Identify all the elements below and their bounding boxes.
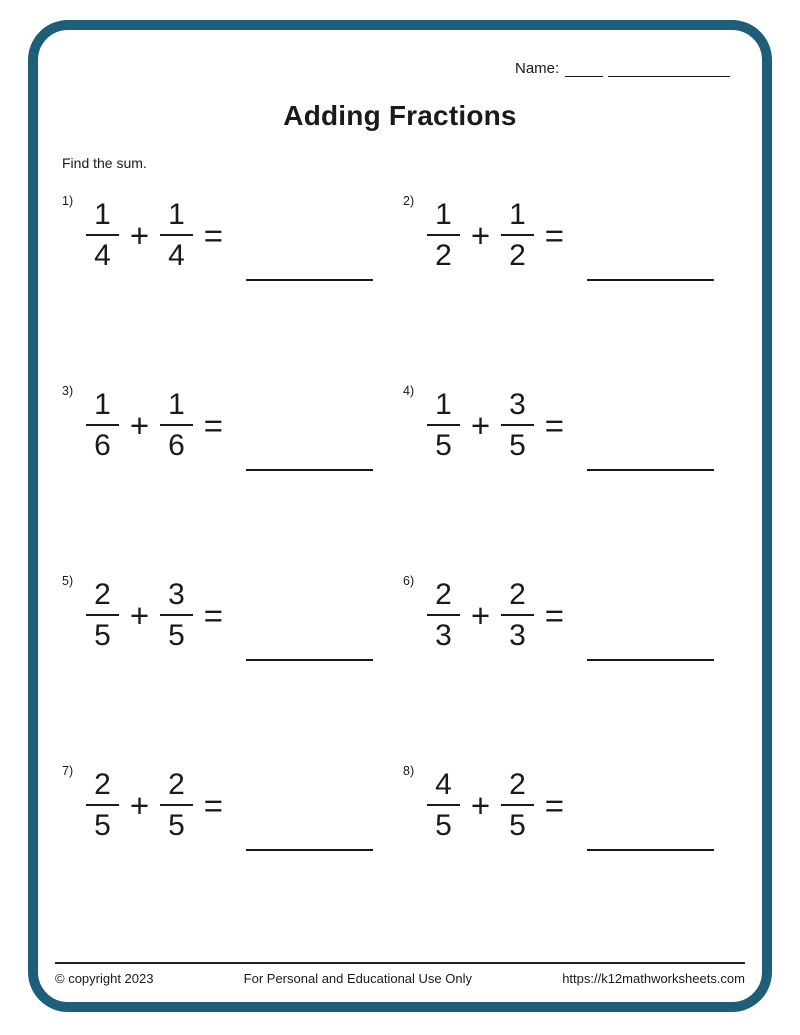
answer-blank[interactable]: [587, 279, 714, 281]
expression: [427, 768, 714, 842]
fraction-denominator: 4: [168, 239, 185, 272]
usage-text: For Personal and Educational Use Only: [243, 971, 473, 986]
problem-number: 3): [62, 384, 74, 398]
fraction-numerator: 1: [86, 198, 119, 236]
plus-operator: +: [470, 786, 491, 824]
answer-blank[interactable]: [246, 659, 373, 661]
equals-sign: =: [203, 406, 224, 444]
answer-blank[interactable]: [587, 659, 714, 661]
fraction-numerator: 4: [427, 768, 460, 806]
fraction: [427, 198, 460, 272]
fraction-denominator: 5: [168, 809, 185, 842]
fraction-denominator: 2: [509, 239, 526, 272]
plus-operator: +: [129, 596, 150, 634]
expression: [427, 388, 714, 462]
problem-8: [403, 762, 744, 952]
fraction-numerator: 3: [160, 578, 193, 616]
name-blank-line[interactable]: [608, 61, 730, 77]
expression: [427, 578, 714, 652]
fraction-denominator: 3: [435, 619, 452, 652]
fraction: [160, 198, 193, 272]
equals-sign: =: [203, 216, 224, 254]
expression: [86, 768, 373, 842]
answer-blank[interactable]: [246, 849, 373, 851]
fraction-numerator: 2: [501, 578, 534, 616]
fraction-denominator: 4: [94, 239, 111, 272]
answer-blank[interactable]: [246, 469, 373, 471]
problem-number: 1): [62, 194, 74, 208]
problem-2: [403, 192, 744, 382]
problem-number: 6): [403, 574, 415, 588]
equals-sign: =: [544, 406, 565, 444]
problems-grid: [62, 192, 744, 952]
expression: [427, 198, 714, 272]
problem-5: [62, 572, 403, 762]
fraction-numerator: 2: [86, 578, 119, 616]
equals-sign: =: [544, 216, 565, 254]
equals-sign: =: [203, 596, 224, 634]
problem-1: [62, 192, 403, 382]
fraction-numerator: 1: [160, 198, 193, 236]
fraction: [501, 578, 534, 652]
fraction: [160, 578, 193, 652]
equals-sign: =: [544, 786, 565, 824]
answer-blank[interactable]: [246, 279, 373, 281]
expression: [86, 388, 373, 462]
instruction-text: Find the sum.: [62, 155, 147, 171]
fraction-denominator: 5: [168, 619, 185, 652]
expression: [86, 198, 373, 272]
plus-operator: +: [470, 406, 491, 444]
problem-number: 4): [403, 384, 415, 398]
fraction-denominator: 6: [168, 429, 185, 462]
fraction: [427, 578, 460, 652]
fraction: [160, 768, 193, 842]
plus-operator: +: [470, 216, 491, 254]
page-title: Adding Fractions: [283, 100, 517, 131]
fraction-denominator: 6: [94, 429, 111, 462]
fraction-denominator: 5: [94, 619, 111, 652]
fraction-numerator: 1: [501, 198, 534, 236]
fraction-denominator: 5: [435, 429, 452, 462]
fraction-numerator: 1: [427, 388, 460, 426]
problem-3: [62, 382, 403, 572]
fraction: [86, 198, 119, 272]
fraction-denominator: 2: [435, 239, 452, 272]
problem-6: [403, 572, 744, 762]
problem-number: 8): [403, 764, 415, 778]
problem-number: 7): [62, 764, 74, 778]
fraction: [427, 388, 460, 462]
plus-operator: +: [129, 786, 150, 824]
fraction-denominator: 5: [435, 809, 452, 842]
problem-4: [403, 382, 744, 572]
expression: [86, 578, 373, 652]
fraction-denominator: 5: [509, 809, 526, 842]
equals-sign: =: [203, 786, 224, 824]
fraction-numerator: 2: [501, 768, 534, 806]
plus-operator: +: [129, 216, 150, 254]
name-blank-line[interactable]: [565, 61, 603, 77]
fraction-numerator: 2: [427, 578, 460, 616]
fraction-numerator: 1: [86, 388, 119, 426]
fraction-denominator: 3: [509, 619, 526, 652]
website-url[interactable]: https://k12mathworksheets.com: [562, 971, 745, 986]
fraction-numerator: 2: [160, 768, 193, 806]
problem-number: 5): [62, 574, 74, 588]
plus-operator: +: [470, 596, 491, 634]
problem-7: [62, 762, 403, 952]
fraction: [160, 388, 193, 462]
fraction: [501, 768, 534, 842]
footer-divider: [55, 962, 745, 964]
footer: [55, 971, 745, 986]
name-field: [515, 60, 730, 77]
fraction-numerator: 2: [86, 768, 119, 806]
fraction-numerator: 1: [427, 198, 460, 236]
plus-operator: +: [129, 406, 150, 444]
fraction-denominator: 5: [509, 429, 526, 462]
answer-blank[interactable]: [587, 849, 714, 851]
fraction: [86, 388, 119, 462]
fraction-denominator: 5: [94, 809, 111, 842]
fraction: [86, 768, 119, 842]
answer-blank[interactable]: [587, 469, 714, 471]
fraction-numerator: 3: [501, 388, 534, 426]
copyright-text: © copyright 2023: [55, 971, 154, 986]
fraction: [501, 388, 534, 462]
name-label: Name:: [515, 60, 560, 77]
fraction: [86, 578, 119, 652]
problem-number: 2): [403, 194, 415, 208]
fraction-numerator: 1: [160, 388, 193, 426]
fraction: [501, 198, 534, 272]
equals-sign: =: [544, 596, 565, 634]
fraction: [427, 768, 460, 842]
